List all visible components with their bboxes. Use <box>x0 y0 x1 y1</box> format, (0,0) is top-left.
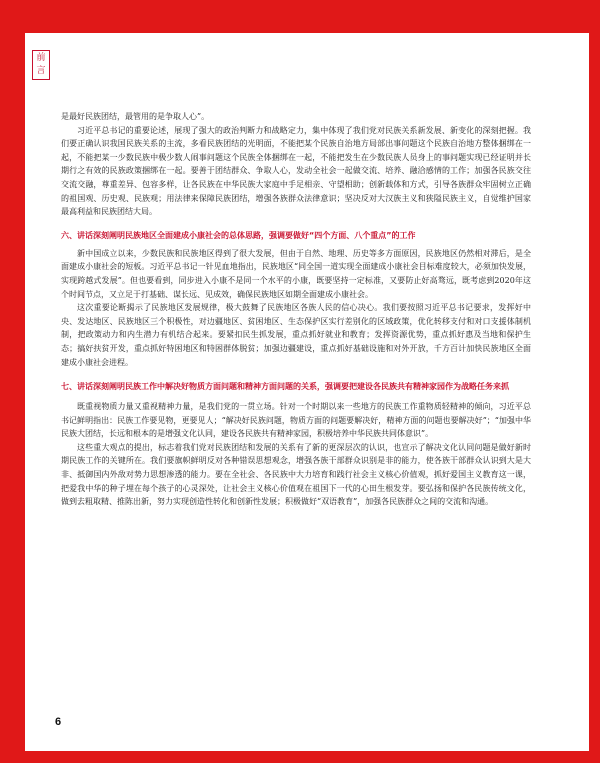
paragraph: 新中国成立以来，少数民族和民族地区得到了很大发展，但由于自然、地理、历史等多方面原因，民族地区仍然相对滞后，是全面建成小康社会的短板。习近平总书记一针见血地指出，民族地区“同全国一道实现全面建成小康社会目标难度较大，必须加快发展，实现跨越式发展”。但也要看到，同步进入小康不是同一个水平的小康，既要坚持一定标准，又要防止好高骛远，既考虑到2020年这个时间节点，又立足于打基础、谋长远、见成效，确保民族地区如期全面建成小康社会。 <box>61 248 531 299</box>
body-text <box>61 110 531 509</box>
page-number: 6 <box>55 716 62 728</box>
red-frame-right <box>589 0 600 763</box>
red-frame-bottom <box>0 751 600 763</box>
chapter-seal <box>32 50 50 80</box>
seal-char: 前 <box>36 53 46 63</box>
seal-char: 言 <box>36 66 46 76</box>
section-heading-6: 六、讲话深刻阐明民族地区全面建成小康社会的总体思路，强调要做好“四个方面、八个重点”的工作 <box>61 230 416 240</box>
section-heading-7: 七、讲话深刻阐明民族工作中解决好物质方面问题和精神方面问题的关系，强调要把建设各民族共有精神家园作为战略任务来抓 <box>61 382 509 392</box>
paragraph: 习近平总书记的重要论述，展现了强大的政治判断力和战略定力，集中体现了我们党对民族关系新发展、新变化的深刻把握。我们要正确认识我国民族关系的主流，多看民族团结的光明面，不能把某个民族自治地方局部出事问题这个民族自治地方整体捆绑在一起，不能把某一少数民族中极少数人闹事问题这个民族全体捆绑在一起，不能把发生在少数民族人员身上的事问题实现已经证明并长期行之有效的民族政策捆绑在一起。要善于团结群众、争取人心，发动全社会一起做交流、培养、融洽感情的工作；加强各民族交往交流交融，尊重差异、包容多样，让各民族在中华民族大家庭中手足相亲、守望相助；创新载体和方式，引导各族群众牢固树立正确的祖国观、历史观、民族观；用法律来保障民族团结，增强各族群众法律意识；坚决反对大汉族主义和狭隘民族主义，自觉维护国家最高利益和民族团结大局。 <box>61 125 531 217</box>
document-page <box>25 33 589 751</box>
paragraph: 既重视物质力量又重视精神力量，是我们党的一贯立场。针对一个时期以来一些地方的民族工作重物质轻精神的倾向，习近平总书记鲜明指出：民族工作要见物，更要见人；“解决好民族问题，物质方面的问题要解决好，精神方面的问题也要解决好”；“加强中华民族大团结，长远和根本的是增强文化认同，建设各民族共有精神家园，积极培养中华民族共同体意识”。 <box>61 402 531 439</box>
red-frame-top <box>0 0 600 33</box>
paragraph: 这次重要论断揭示了民族地区发展规律，极大鼓舞了民族地区各族人民的信心决心。我们要按照习近平总书记要求，发挥好中央、发达地区、民族地区三个积极性，对边疆地区、贫困地区、生态保护区实行差别化的区域政策，优化转移支付和对口支援体制机制，把政策动力和内生潜力有机结合起来。要紧扣民生抓发展，重点抓好就业和教育；发挥资源优势，重点抓好惠及当地和保护生态；搞好扶贫开发，重点抓好特困地区和特困群体脱贫；加强边疆建设，重点抓好基础设施和对外开放，千方百计加快民族地区全面建成小康社会进程。 <box>61 303 531 367</box>
paragraph: 这些重大观点的提出，标志着我们党对民族团结和发展的关系有了新的更深层次的认识，也宣示了解决文化认同问题是做好新时期民族工作的关键所在。我们要旗帜鲜明反对各种错误思想观念，增强各族干部群众识别是非的能力，使各族干部群众认识到大是大非、抵御国内外敌对势力思想渗透的能力。要在全社会、各民族中大力培育和践行社会主义核心价值观，抓好爱国主义教育这一课，把爱我中华的种子埋在每个孩子的心灵深处，让社会主义核心价值观在祖国下一代的心田生根发芽。要弘扬和保护各民族传统文化，做到去粗取精、推陈出新，努力实现创造性转化和创新性发展；积极做好“双语教育”，加强各民族群众之间的交流和沟通。 <box>61 442 531 507</box>
paragraph: 是最好民族团结，最管用的是争取人心”。 <box>61 112 210 121</box>
red-frame-left <box>0 0 25 763</box>
